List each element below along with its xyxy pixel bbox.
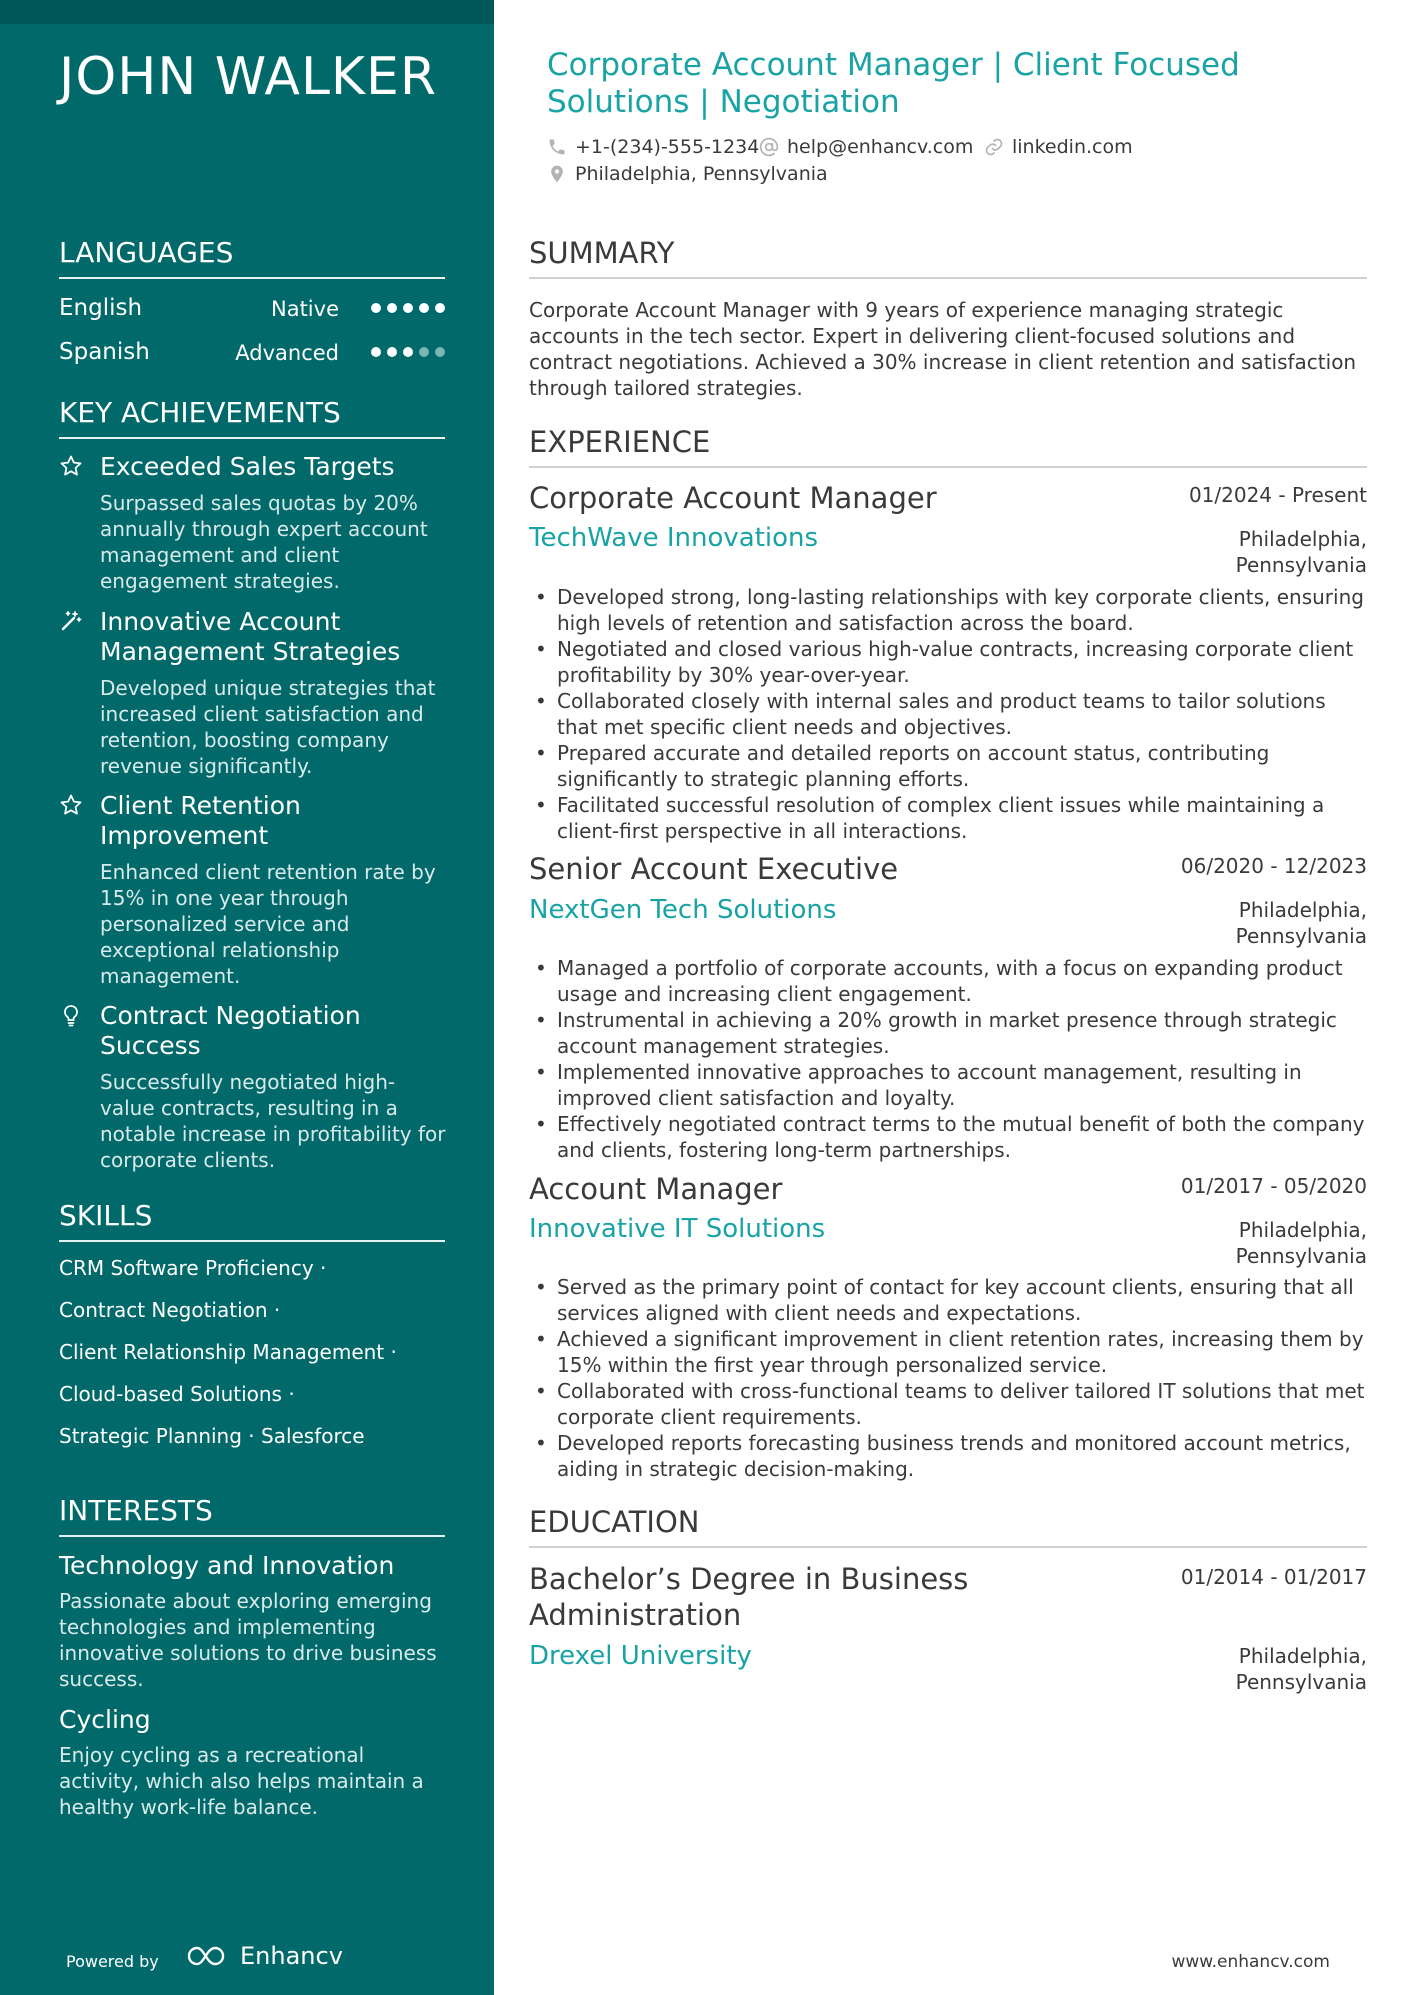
bullet-item: • Effectively negotiated contract terms to the mutual benefit of both the company and clients, fostering long-term partnerships. xyxy=(529,1111,1370,1163)
job-bullets xyxy=(529,584,1370,844)
star-icon xyxy=(59,793,83,817)
sidebar xyxy=(0,0,494,1995)
skill-line: CRM Software Proficiency · xyxy=(59,1256,327,1280)
company-name: TechWave Innovations xyxy=(529,523,819,553)
headline: Corporate Account Manager | Client Focused Solutions | Negotiation xyxy=(547,47,1240,120)
experience-heading: EXPERIENCE xyxy=(529,424,1367,468)
at-sign-icon xyxy=(759,137,779,157)
job-location: Philadelphia, Pennsylvania xyxy=(1235,1218,1367,1268)
achievement-item xyxy=(59,791,449,989)
job-location: Philadelphia, Pennsylvania xyxy=(1235,898,1367,948)
skill-line: Strategic Planning · Salesforce xyxy=(59,1424,365,1448)
achievement-title: Client Retention Improvement xyxy=(100,791,301,850)
contact-location xyxy=(547,163,828,185)
job-bullets xyxy=(529,955,1370,1163)
interests-heading: INTERESTS xyxy=(59,1493,445,1537)
email-text: help@enhancv.com xyxy=(787,136,974,158)
bullet-item: • Negotiated and closed various high-value contracts, increasing corporate client profitability by 30% year-over-year. xyxy=(529,636,1370,688)
dot-filled xyxy=(371,347,381,357)
proficiency-dots xyxy=(371,347,445,357)
job-dates: 01/2024 - Present xyxy=(1188,483,1367,507)
star-icon xyxy=(59,454,83,478)
achievements-heading: KEY ACHIEVEMENTS xyxy=(59,395,445,439)
bullet-item: • Collaborated with cross-functional teams to deliver tailored IT solutions that met corporate client requirements. xyxy=(529,1378,1370,1430)
interest-title: Cycling xyxy=(59,1705,151,1734)
language-level: Native xyxy=(271,297,339,321)
link-icon xyxy=(984,137,1004,157)
enhancv-logo-icon xyxy=(186,1944,232,1968)
bullet-item: • Instrumental in achieving a 20% growth in market presence through strategic account management strategies. xyxy=(529,1007,1370,1059)
contact-email[interactable] xyxy=(759,136,973,158)
dot-filled xyxy=(387,347,397,357)
achievement-item xyxy=(59,607,449,779)
skill-line: Contract Negotiation · xyxy=(59,1298,281,1322)
language-name: English xyxy=(59,295,143,321)
dot-filled xyxy=(403,347,413,357)
achievement-title: Exceeded Sales Targets xyxy=(100,452,395,481)
job-location: Philadelphia, Pennsylvania xyxy=(1235,527,1367,577)
language-row xyxy=(59,295,445,327)
bullet-item: • Achieved a significant improvement in client retention rates, increasing them by 15% within the first year through personalized service. xyxy=(529,1326,1370,1378)
achievement-item xyxy=(59,1001,449,1173)
bullet-item: • Facilitated successful resolution of complex client issues while maintaining a client-first perspective in all interactions. xyxy=(529,792,1370,844)
language-level: Advanced xyxy=(235,341,339,365)
language-row xyxy=(59,339,445,371)
candidate-name: JOHN WALKER xyxy=(59,47,437,107)
contact-linkedin[interactable] xyxy=(984,136,1133,158)
job-bullets xyxy=(529,1274,1370,1482)
job-dates: 06/2020 - 12/2023 xyxy=(1180,854,1367,878)
company-name: Innovative IT Solutions xyxy=(529,1214,826,1244)
achievement-description: Enhanced client retention rate by 15% in one year through personalized service and exceptional relationship management. xyxy=(100,860,436,988)
dot-empty xyxy=(435,347,445,357)
school-name: Drexel University xyxy=(529,1641,752,1671)
interest-description: Enjoy cycling as a recreational activity, which also helps maintain a healthy work-life balance. xyxy=(59,1743,424,1819)
interest-description: Passionate about exploring emerging technologies and implementing innovative solutions to drive business success. xyxy=(59,1589,437,1691)
job-title: Account Manager xyxy=(529,1172,783,1206)
education-location: Philadelphia, Pennsylvania xyxy=(1235,1644,1367,1694)
magic-wand-icon xyxy=(59,609,83,633)
education-heading: EDUCATION xyxy=(529,1504,1367,1548)
achievement-description: Developed unique strategies that increased client satisfaction and retention, boosting company revenue significantly. xyxy=(100,676,436,778)
summary-text: Corporate Account Manager with 9 years of experience managing strategic accounts in the tech sector. Expert in delivering client-focused solutions and contract negotiations. Achieved a 30% increase in client retention and satisfaction through tailored strategies. xyxy=(529,298,1357,400)
proficiency-dots xyxy=(371,303,445,313)
bullet-item: • Collaborated closely with internal sales and product teams to tailor solutions that met specific client needs and objectives. xyxy=(529,688,1370,740)
phone-icon xyxy=(547,137,567,157)
job-dates: 01/2017 - 05/2020 xyxy=(1180,1174,1367,1198)
bullet-item: • Served as the primary point of contact for key account clients, ensuring that all services aligned with client needs and expectations. xyxy=(529,1274,1370,1326)
dot-filled xyxy=(387,303,397,313)
location-text: Philadelphia, Pennsylvania xyxy=(575,163,828,185)
languages-heading: LANGUAGES xyxy=(59,235,445,279)
sidebar-top-bar xyxy=(0,0,494,24)
bullet-item: • Developed reports forecasting business trends and monitored account metrics, aiding in strategic decision-making. xyxy=(529,1430,1370,1482)
interest-title: Technology and Innovation xyxy=(59,1551,395,1580)
dot-filled xyxy=(419,303,429,313)
job-title: Senior Account Executive xyxy=(529,852,899,886)
dot-empty xyxy=(419,347,429,357)
skills-heading: SKILLS xyxy=(59,1198,445,1242)
skill-line: Client Relationship Management · xyxy=(59,1340,397,1364)
bullet-item: • Managed a portfolio of corporate accounts, with a focus on expanding product usage and increasing client engagement. xyxy=(529,955,1370,1007)
job-title: Corporate Account Manager xyxy=(529,481,937,515)
bullet-item: • Implemented innovative approaches to account management, resulting in improved client satisfaction and loyalty. xyxy=(529,1059,1370,1111)
dot-filled xyxy=(435,303,445,313)
bullet-item: • Prepared accurate and detailed reports on account status, contributing significantly to strategic planning efforts. xyxy=(529,740,1370,792)
skill-line: Cloud-based Solutions · xyxy=(59,1382,295,1406)
powered-by-label: Powered by xyxy=(66,1952,159,1971)
achievement-title: Innovative Account Management Strategies xyxy=(100,607,401,666)
linkedin-text: linkedin.com xyxy=(1012,136,1133,158)
company-name: NextGen Tech Solutions xyxy=(529,895,837,925)
achievement-title: Contract Negotiation Success xyxy=(100,1001,361,1060)
location-pin-icon xyxy=(547,164,567,184)
lightbulb-icon xyxy=(59,1003,83,1027)
bullet-item: • Developed strong, long-lasting relationships with key corporate clients, ensuring high levels of retention and satisfaction across the board. xyxy=(529,584,1370,636)
language-name: Spanish xyxy=(59,339,150,365)
summary-heading: SUMMARY xyxy=(529,235,1367,279)
footer-url[interactable]: www.enhancv.com xyxy=(1171,1952,1330,1972)
achievement-description: Successfully negotiated high-value contracts, resulting in a notable increase in profitability for corporate clients. xyxy=(100,1070,446,1172)
enhancv-logo[interactable] xyxy=(186,1942,343,1970)
enhancv-brand: Enhancv xyxy=(240,1942,343,1970)
dot-filled xyxy=(403,303,413,313)
contact-phone[interactable] xyxy=(547,136,759,158)
dot-filled xyxy=(371,303,381,313)
degree-title: Bachelor’s Degree in Business Administration xyxy=(529,1562,969,1632)
phone-text: +1-(234)-555-1234 xyxy=(575,136,760,158)
education-dates: 01/2014 - 01/2017 xyxy=(1180,1565,1367,1589)
achievement-description: Surpassed sales quotas by 20% annually through expert account management and client engagement strategies. xyxy=(100,491,428,593)
achievement-item xyxy=(59,452,449,594)
